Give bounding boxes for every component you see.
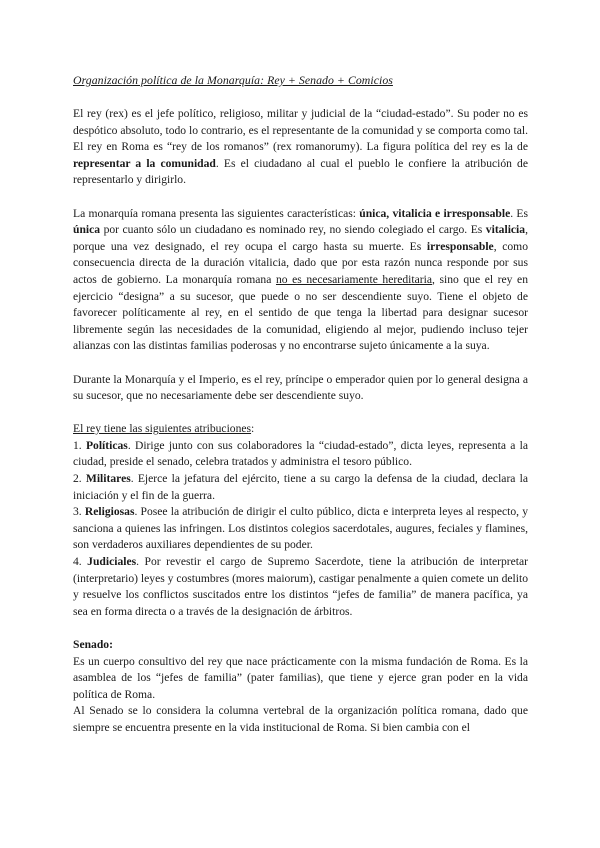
page-title: Organización política de la Monarquía: Rey + Senado + Comicios (73, 73, 393, 87)
bold-text: representar a la comunidad (73, 156, 216, 170)
bold-text: irresponsable (426, 239, 494, 253)
item-text: . Por revestir el cargo de Supremo Sacerdote, tiene la atribución de interpretar (interpretario) leyes y costumbres (mores maiorum), castigar penalmente a quien comete un delito y resuelve los conflictos suscitados entre los distintos “jefes de familia” de manera pacífica, ya sea en forma directa o a través de la designación de árbitros. (73, 555, 528, 618)
bold-text: única, vitalicia e irresponsable (359, 206, 511, 220)
item-number: 4. (73, 555, 88, 569)
list-item (73, 504, 528, 554)
paragraph-sucesion: Durante la Monarquía y el Imperio, es el rey, príncipe o emperador quien por lo general designa a su sucesor, que no necesariamente debe ser descendiente suyo. (73, 372, 528, 403)
bold-text: única (73, 223, 101, 237)
text-run: , sino que el rey en ejercicio “designa” a su sucesor, que puede o no ser descendiente suyo. Tiene el objeto de favorecer políticamente al rey, en el sentido de que tenga la libertad para designar sucesor libremente según las necesidades de la comunidad, eligiendo al mejor, pudiendo incluso tejer alianzas con las distintas familias poderosas y no encontrarse sujeto únicamente a la suya. (73, 272, 528, 353)
item-text: . Posee la atribución de dirigir el culto público, dicta e interpreta leyes al respecto, y sanciona a quienes las infringen. Los distintos colegios sacerdotales, augures, feciales y flamines, son verdaderos auxiliares dependientes de su poder. (73, 505, 528, 552)
list-item (73, 438, 528, 471)
text-run: . Es el ciudadano al cual el pueblo le confiere la atribución de representarlo y dirigirlo. (73, 156, 529, 187)
underlined-heading: El rey tiene las siguientes atribuciones (73, 422, 252, 436)
text-run: . Es (510, 206, 529, 220)
paragraph-rey (73, 106, 528, 189)
item-number: 2. (73, 472, 86, 486)
underlined-text: no es necesariamente hereditaria (275, 272, 432, 286)
document-body (73, 106, 528, 737)
list-item (73, 554, 528, 620)
item-number: 3. (73, 505, 85, 519)
attributions-heading (73, 421, 528, 438)
heading-colon: : (251, 422, 255, 436)
item-text: . Ejerce la jefatura del ejército, tiene a su cargo la defensa de la ciudad, declara la iniciación y el fin de la guerra. (73, 472, 529, 502)
paragraph-senado-2: Al Senado se lo considera la columna vertebral de la organización política romana, dado que siempre se encuentra presente en la vida institucional de Roma. Si bien cambia con el (73, 704, 528, 734)
item-number: 1. (73, 438, 86, 452)
bold-text: vitalicia (485, 223, 526, 237)
list-item (73, 471, 528, 504)
text-run: La monarquía romana presenta las siguientes características: (73, 206, 360, 220)
item-label: Religiosas (84, 505, 135, 519)
paragraph-senado-1: Es un cuerpo consultivo del rey que nace prácticamente con la misma fundación de Roma. Es la asamblea de los “jefes de familia” (pater familias), que tiene y ejerce gran poder en la vida política de Roma. (73, 654, 528, 701)
text-run: El rey (rex) es el jefe político, religioso, militar y judicial de la “ciudad-estado”. Su poder no es despótico absoluto, todo lo contrario, es el representante de la comunidad y se comporta como tal. El rey en Roma es “rey de los romanos” (rex romanorumy). La figura política del rey es la de (73, 107, 528, 154)
text-run: , porque una vez designado, el rey ocupa el cargo hasta su muerte. Es (73, 223, 528, 253)
text-run: por cuanto sólo un ciudadano es nominado rey, no siendo colegiado el cargo. Es (100, 223, 486, 237)
text-run: , como consecuencia directa de la duración vitalicia, dado que por esta razón nunca responde por sus actos de gobierno. La monarquía romana (73, 239, 528, 286)
item-text: . Dirige junto con sus colaboradores la “ciudad-estado”, dicta leyes, representa a la ciudad, preside el senado, celebra tratados y administra el tesoro público. (73, 438, 529, 469)
item-label: Políticas (85, 438, 128, 452)
item-label: Militares (85, 472, 131, 486)
paragraph-monarquia (73, 206, 528, 355)
senado-heading: Senado: (73, 638, 113, 651)
item-label: Judiciales (87, 555, 137, 569)
